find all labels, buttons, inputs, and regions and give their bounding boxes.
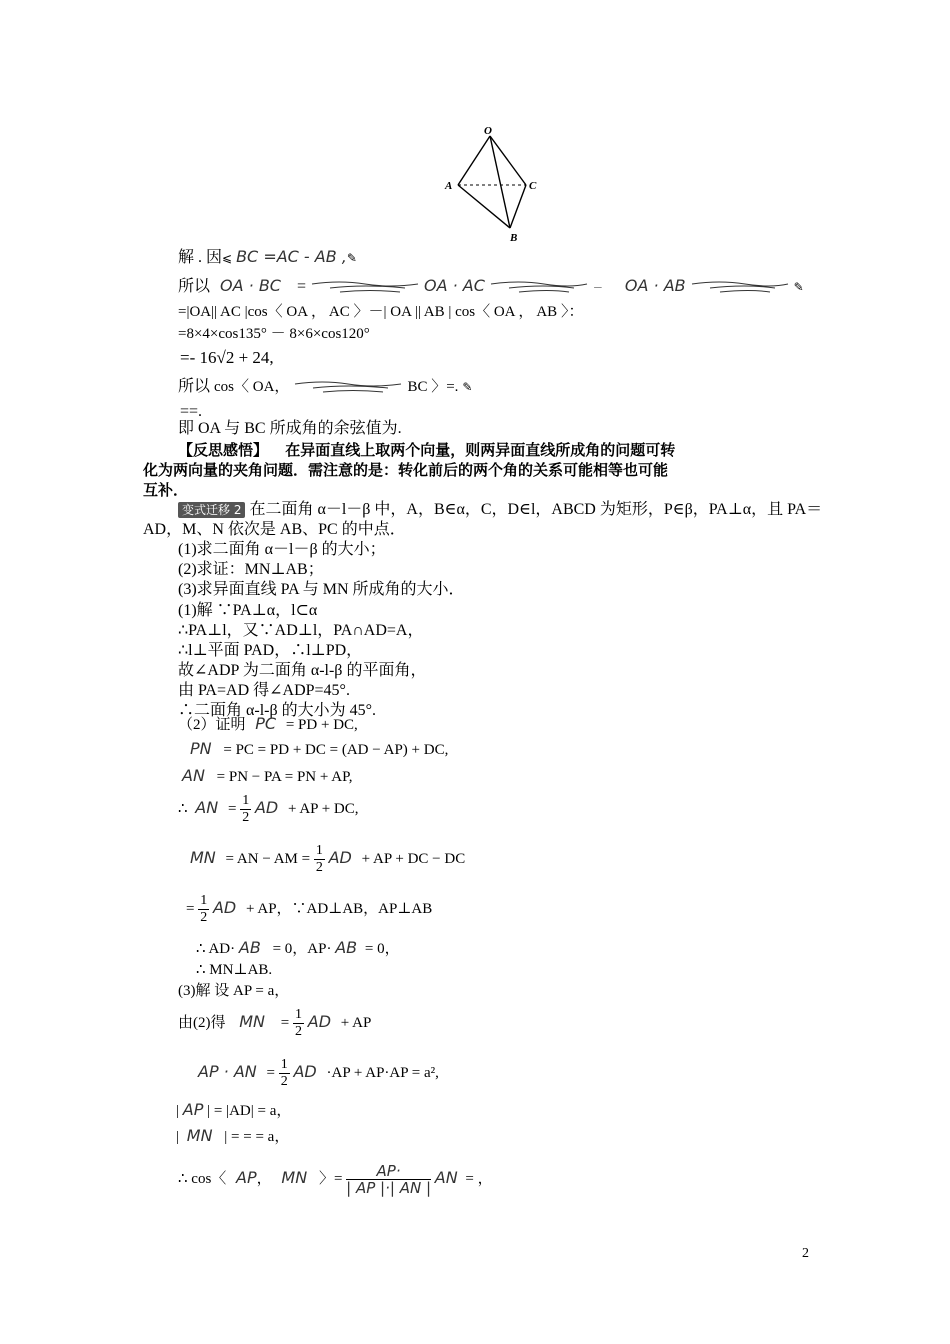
label-b: B: [510, 232, 518, 244]
reflection-text: 在异面直线上取两个向量，则两异面直线所成角的问题可转: [285, 441, 676, 459]
answer-text: （2）证明: [178, 717, 246, 733]
answer-math: AN: [434, 1168, 458, 1187]
answer-text: + AP + DC,: [287, 801, 359, 817]
answer-text: =: [186, 901, 195, 917]
answer-math: AN: [195, 798, 219, 817]
answer-text: =: [227, 801, 237, 817]
variant-q2: (2)求证：MN⊥AB；: [178, 561, 324, 578]
answer-math: AD: [254, 798, 279, 817]
solution-line-8: 即 OA 与 BC 所成角的余弦值为.: [178, 420, 402, 437]
answer-text: |: [176, 1129, 180, 1145]
variant-text: 在二面角 α－l－β 中，A，B∈α，C，D∈l，ABCD 为矩形，P∈β，PA⊥α，且 PA＝: [249, 501, 823, 518]
answer-math: AB: [238, 938, 261, 957]
solution-math: OA · AC: [424, 276, 485, 295]
variant-line-1: [178, 500, 822, 520]
answer-a4: 故∠ADP 为二面角 α-l-β 的平面角，: [178, 662, 427, 679]
answer-c4: [176, 1100, 291, 1121]
fraction-half: $\frac{1}{2}$: [315, 843, 323, 876]
label-a: A: [445, 180, 453, 192]
solution-text: 解 . 因: [178, 249, 223, 266]
answer-b8: ∴ MN⊥AB.: [196, 962, 273, 978]
solution-math: OA · AB: [624, 276, 686, 295]
answer-math: PC: [255, 714, 277, 733]
solution-line-6: [178, 377, 472, 397]
wavy-arrow-icon: [489, 280, 589, 294]
solution-line-1: [178, 247, 357, 268]
reflection-title: 【反思感悟】: [178, 441, 269, 459]
answer-math: AD: [293, 1062, 317, 1081]
vec-glyph-icon: ⩽: [222, 251, 233, 265]
answer-text: 由(2)得: [178, 1015, 226, 1031]
solution-line-5: =- 16√2 + 24,: [180, 348, 274, 367]
answer-math: AN: [182, 766, 205, 785]
answer-math: AP: [182, 1100, 204, 1119]
solution-math: OA · BC: [220, 276, 281, 295]
edge-cb: [510, 185, 526, 228]
answer-text: =: [280, 1015, 290, 1031]
answer-text: + AP，∵AD⊥AB，AP⊥AB: [245, 901, 433, 917]
scribble-icon: ✎: [462, 380, 473, 394]
page-number: 2: [802, 1246, 809, 1261]
answer-math: PN: [190, 739, 212, 758]
answer-text: + AP: [340, 1015, 372, 1031]
answer-a6: ∴二面角 α-l-β 的大小为 45°.: [178, 702, 377, 719]
answer-math: MN: [186, 1126, 213, 1145]
label-c: C: [529, 180, 537, 192]
answer-math: AP: [236, 1168, 257, 1187]
solution-math: BC =AC - AB ,: [236, 247, 347, 266]
answer-text: ∴ cos〈: [178, 1171, 227, 1187]
solution-math: cos〈 OA，: [214, 379, 290, 395]
fraction-cos: $\frac{AP\cdot}{| AP |\cdot| AN |}$: [346, 1162, 431, 1198]
solution-math: BC 〉=.: [407, 379, 459, 395]
answer-a1: (1)解 ∵PA⊥α，l⊂α: [178, 602, 318, 619]
label-o: O: [484, 125, 492, 137]
answer-a3: ∴l⊥平面 PAD，∴l⊥PD，: [178, 642, 363, 659]
wavy-arrow-icon: [293, 380, 403, 394]
answer-text: = PD + DC,: [285, 717, 358, 733]
tetrahedron-figure: [440, 120, 550, 245]
answer-text: |: [176, 1103, 180, 1119]
fraction-half: $\frac{1}{2}$: [200, 893, 208, 926]
answer-text: ∴: [178, 801, 188, 817]
answer-text: + AP + DC − DC: [361, 851, 466, 867]
wavy-arrow-icon: [690, 280, 790, 294]
answer-text: = ，: [465, 1171, 493, 1187]
answer-math: AD: [212, 898, 237, 917]
solution-line-2: 所以 OA · BC = OA · AC － OA · AB ✎: [178, 276, 804, 295]
scribble-icon: ✎: [793, 280, 804, 294]
answer-math: AD: [328, 848, 352, 867]
answer-text: ·AP + AP·AP = a²,: [326, 1065, 439, 1081]
fraction-half: $\frac{1}{2}$: [280, 1057, 288, 1090]
solution-line-3: =|OA|| AC |cos〈 OA ， AC 〉－| OA || AB | cos〈 OA ， AB 〉：: [178, 304, 584, 320]
reflection-line-2: 化为两向量的夹角问题．需注意的是：转化前后的两个角的关系可能相等也可能: [143, 461, 669, 479]
solution-line-4: =8×4×cos135° － 8×6×cos120°: [178, 326, 370, 342]
answer-math: MN: [190, 848, 216, 867]
variant-badge: 变式迁移 2: [178, 502, 245, 518]
answer-text: = 0，: [364, 941, 400, 957]
solution-line-7: ==.: [180, 403, 203, 420]
answer-text: | = = = a，: [224, 1129, 290, 1145]
answer-math: AB: [335, 938, 358, 957]
answer-c1: (3)解 设 AP = a，: [178, 983, 290, 999]
answer-b6: [186, 886, 432, 931]
solution-text: 所以: [178, 278, 211, 295]
fraction-half: $\frac{1}{2}$: [295, 1007, 302, 1040]
reflection-line-1: [178, 440, 675, 460]
answer-math: AD: [307, 1012, 332, 1031]
edge-oa: [458, 136, 490, 185]
reflection-line-3: 互补．: [143, 481, 189, 499]
answer-b5: [190, 836, 465, 881]
answer-c2: [178, 1000, 371, 1045]
answer-a2: ∴PA⊥l，又∵AD⊥l，PA∩AD=A，: [178, 622, 424, 639]
answer-b4: [178, 786, 359, 831]
fraction-half: $\frac{1}{2}$: [242, 793, 250, 826]
wavy-arrow-icon: [310, 280, 420, 294]
answer-math: MN: [281, 1168, 308, 1187]
variant-q1: (1)求二面角 α－l－β 的大小；: [178, 541, 386, 558]
answer-text: = AN − AM =: [225, 851, 311, 867]
answer-text: =: [266, 1065, 275, 1081]
answer-c6: ∴ cos〈 AP， MN 〉= $\frac{AP\cdot}{| AP |\cdot| AN |}$ AN = ，: [178, 1162, 493, 1198]
answer-math: MN: [239, 1012, 266, 1031]
scribble-icon: ✎: [346, 251, 357, 265]
answer-text: 〉=: [318, 1171, 343, 1187]
variant-q3: (3)求异面直线 PA 与 MN 所成角的大小．: [178, 581, 465, 598]
answer-a5: 由 PA=AD 得∠ADP=45°.: [178, 682, 350, 699]
answer-c3: [198, 1050, 439, 1095]
solution-text: 所以: [178, 378, 211, 395]
answer-text: = PC = PD + DC = (AD − AP) + DC,: [223, 742, 449, 758]
answer-c5: [176, 1126, 289, 1147]
answer-text: = PN − PA = PN + AP,: [216, 769, 353, 785]
answer-text: = 0，AP·: [272, 941, 332, 957]
answer-text: ∴ AD·: [196, 941, 236, 957]
answer-text: | = |AD| = a，: [207, 1103, 292, 1119]
variant-line-2: AD，M、N 依次是 AB、PC 的中点．: [143, 521, 406, 538]
answer-math: AP · AN: [198, 1062, 257, 1081]
